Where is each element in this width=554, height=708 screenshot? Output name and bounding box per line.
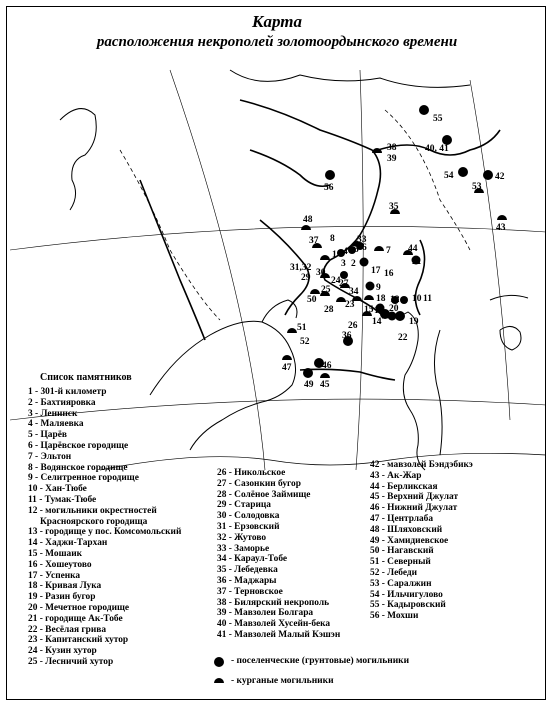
list-item: 11 - Тумак-Тюбе [28,494,97,505]
site-marker-10 [400,296,408,304]
site-label: 2 [351,259,356,269]
graticule-line [170,70,265,470]
site-label: 53 [472,182,482,192]
site-marker-47 [282,355,292,360]
list-heading: Список памятников [40,372,132,383]
site-label: 31,32 [290,263,312,273]
legend-kurgan-icon [214,678,224,683]
list-item: 13 - городище у пос. Комсомольский [28,527,182,538]
site-marker-50 [310,289,320,294]
list-item: 51 - Северный [370,557,431,568]
site-label: 38 [387,143,397,153]
site-label: 10 [412,294,422,304]
list-item: 27 - Сазонкин бугор [217,478,301,489]
list-item: 48 - Шляховский [370,524,443,535]
list-item: 21 - городище Ак-Тобе [28,613,123,624]
map-subtitle: расположения некрополей золотоордынского времени [96,34,458,50]
site-label: 28 [324,305,334,315]
list-item: 9 - Селитренное городище [28,473,139,484]
site-label: 19 [409,317,419,327]
site-label: 49 [304,380,314,390]
site-label: 24 [331,276,341,286]
list-item: 54 - Ильчигулово [370,589,443,600]
site-marker-15 [364,295,374,300]
list-item: 20 - Мечетное городище [28,602,130,613]
site-label: 50 [307,295,317,305]
list-item: Красноярского городища [40,516,148,527]
list-item: 14 - Хаджи-Тархан [28,538,108,549]
site-label: 45 [320,380,330,390]
site-label: 1 [332,250,337,260]
site-label: 52 [300,337,310,347]
legend-kurgan-label: - курганые могильники [231,676,334,686]
list-item: 34 - Караул-Тобе [217,554,288,565]
site-label: 54 [444,171,454,181]
site-label: 37 [309,236,319,246]
list-item: 1 - 301-й километр [28,387,107,397]
site-label: 8 [330,234,335,244]
list-item: 40 - Мавзолей Хусейн-бека [217,619,331,630]
site-label: 25 [321,285,331,295]
site-label: 3 [341,259,346,269]
list-item: 25 - Лесничий хутор [28,656,114,667]
site-label: 15 [364,305,374,315]
site-marker-45 [320,373,330,378]
site-marker-7 [374,246,384,251]
list-item: 12 - могильники окрестностей [28,505,157,516]
graticule-line [470,80,510,420]
list-item: 19 - Разин бугор [28,592,96,603]
site-label: 22 [398,333,408,343]
graticule-line [10,226,546,250]
list-item: 50 - Нагавский [370,546,434,557]
list-item: 28 - Солёное Займище [217,489,311,500]
list-item: 10 - Хан-Тюбе [28,484,87,495]
list-item: 53 - Саралжин [370,578,432,589]
dnieper-river [140,180,205,340]
monuments-list-3 [370,460,473,622]
list-item: 55 - Кадыровский [370,600,446,611]
site-marker-8 [320,255,330,260]
border-line [385,110,470,250]
list-item: 30 - Солодовка [217,511,280,522]
site-marker-42 [483,170,493,180]
site-label: 55 [433,114,443,124]
site-label: 20 [389,304,399,314]
site-marker-49 [303,368,313,378]
site-label: 5 [354,245,359,255]
list-item: 41 - Мавзолей Малый Кэшэн [217,629,341,640]
list-item: 7 - Эльтон [28,451,72,462]
legend-ground-label: - поселенческие (грунтовые) могильники [231,656,410,666]
site-marker-48 [301,225,311,230]
site-label: 7 [386,246,391,256]
northern-coast [230,70,470,87]
baltic-coast [60,109,96,210]
site-label: 33 [357,235,367,245]
site-label: 46 [322,361,332,371]
site-label: 11 [423,294,432,304]
list-item: 22 - Весёлая грива [28,624,107,635]
site-marker-56 [325,170,335,180]
site-marker-54 [458,167,468,177]
site-label: 48 [303,215,313,225]
site-label: 6 [362,243,367,253]
site-marker-9 [366,282,375,291]
site-label: 47 [282,363,292,373]
list-item: 43 - Ак-Жар [370,470,422,481]
list-item: 3 - Ленинск [28,408,78,419]
site-label: 21 [412,257,422,267]
site-label: 44 [408,244,418,254]
site-label: 18 [376,294,386,304]
site-label: 17 [371,266,381,276]
border-line [120,150,220,320]
monuments-list-2 [217,468,340,641]
site-label: 14 [372,317,382,327]
list-item: 45 - Верхний Джулат [370,492,459,503]
site-label: 35 [389,202,399,212]
site-label: 56 [324,183,334,193]
site-label: 29 [301,273,311,283]
site-marker-43 [497,215,507,220]
site-marker-51 [287,328,297,333]
list-item: 39 - Мавзолеи Болгара [217,608,314,619]
list-item: 35 - Лебедевка [217,565,278,576]
list-item: 37 - Терновское [217,586,283,597]
list-item: 33 - Заморье [217,543,270,554]
list-item: 15 - Мошаик [28,548,83,559]
list-item: 17 - Успенка [28,570,81,581]
list-item: 4 - Маляевка [28,419,84,430]
site-label: 51 [297,323,307,333]
site-label: 36 [342,331,352,341]
site-marker-55 [419,105,429,115]
oka-river [250,150,330,186]
list-item: 42 - мавзолей Бэндэбикэ [370,460,473,470]
site-label: 13 [374,306,384,316]
list-item: 46 - Нижний Джулат [370,503,458,514]
site-label: 9 [376,283,381,293]
site-label: 26 [348,321,358,331]
site-label: 34 [349,287,359,297]
site-label: 16 [384,269,394,279]
list-item: 2 - Бахтияровка [28,397,96,408]
list-item: 52 - Лебеди [370,567,418,578]
list-item: 32 - Жутово [217,532,267,543]
site-marker-24 [340,271,348,279]
list-item: 24 - Кузин хутор [28,646,97,657]
site-label: 43 [496,223,506,233]
terek-river [300,369,395,380]
list-item: 31 - Ерзовский [217,521,280,532]
site-label: 27 [339,279,349,289]
list-item: 36 - Маджары [217,575,277,586]
site-label: 39 [387,154,397,164]
site-label: 42 [495,172,505,182]
site-label: 4 [343,247,348,257]
site-label: 12 [390,295,400,305]
graticule-line [356,70,363,470]
legend-ground-icon [214,657,224,667]
list-item: 8 - Водянское городище [28,462,128,473]
list-item: 29 - Старица [217,500,271,511]
list-item: 16 - Хошеутово [28,559,92,570]
list-item: 18 - Кривая Лука [28,581,102,592]
list-item: 5 - Царёв [28,430,67,441]
monuments-list-1 [28,387,181,668]
site-labels [282,114,506,390]
list-item: 26 - Никольское [217,468,286,478]
map-title: Карта [251,12,303,31]
site-label: 23 [345,300,355,310]
list-item: 23 - Капитанский хутор [28,635,129,646]
caspian-east-coast [434,330,442,455]
list-item: 6 - Царёвское городище [28,440,129,451]
site-marker-17 [360,258,369,267]
list-item: 38 - Билярский некрополь [217,597,330,608]
balkhash-lake [490,295,528,300]
list-item: 49 - Хамидиевское [370,535,449,546]
site-label: 40, 41 [425,144,449,154]
list-item: 44 - Берликская [370,481,438,492]
list-item: 56 - Мохши [370,611,419,622]
list-item: 47 - Центрлаба [370,513,434,524]
site-label: 30 [316,268,326,278]
